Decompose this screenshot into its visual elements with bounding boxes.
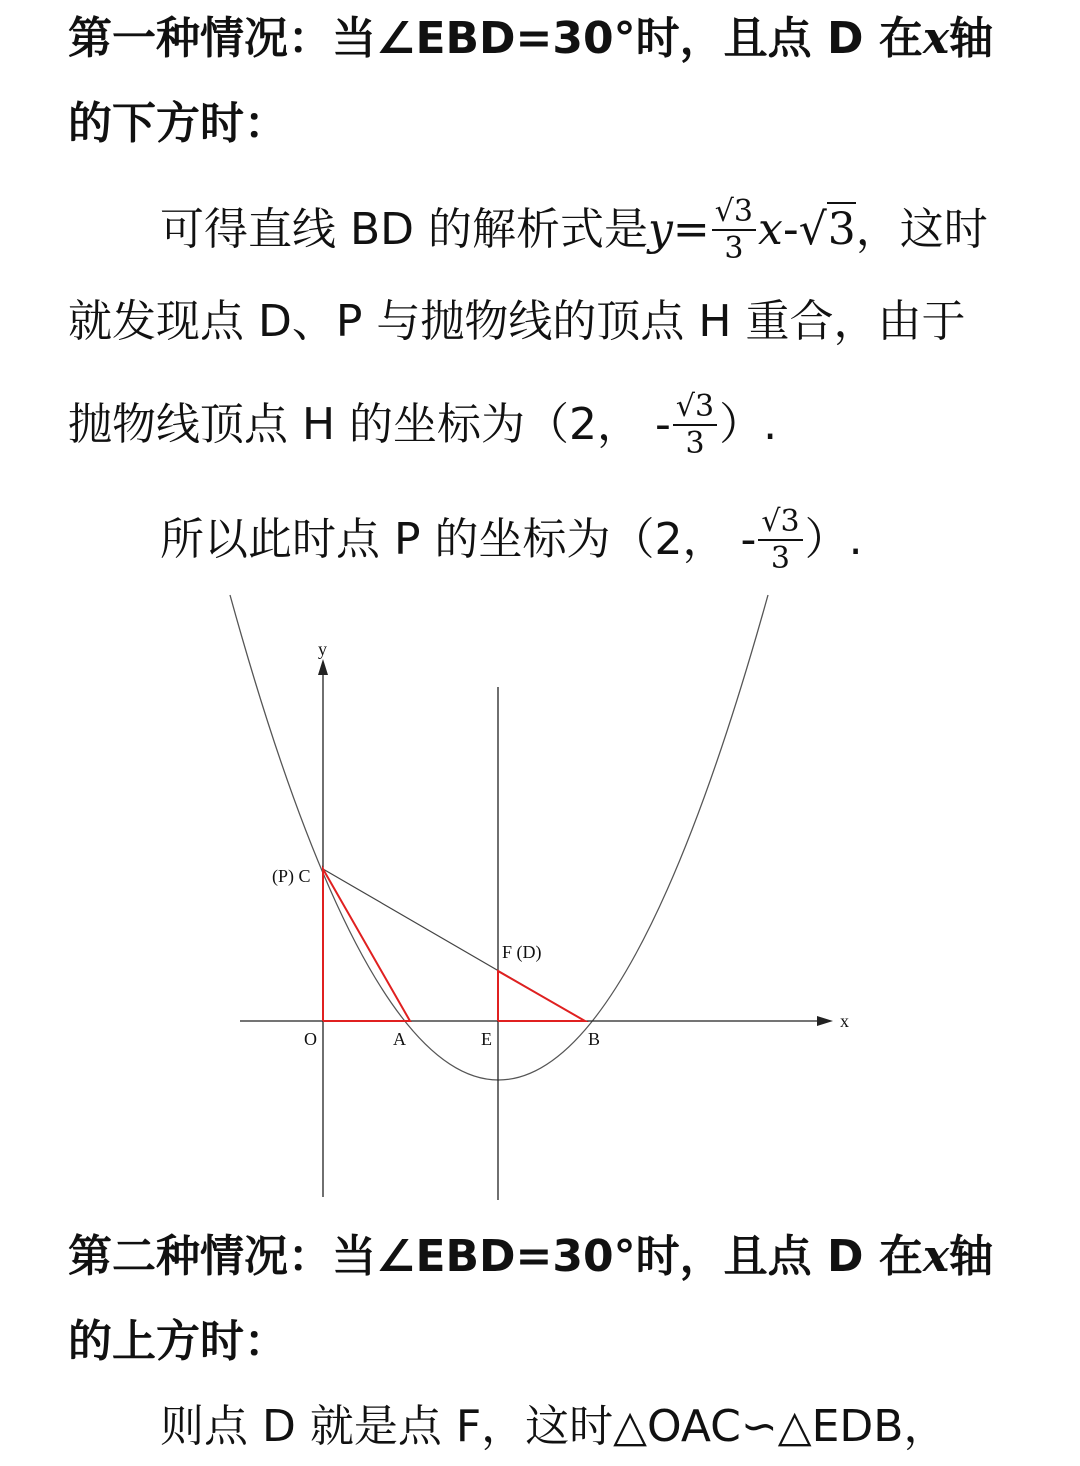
label-c: (P) C	[272, 866, 311, 886]
case1-heading-var: x	[922, 13, 950, 64]
label-o: O	[304, 1029, 317, 1049]
x-axis-label: x	[840, 1011, 849, 1031]
case2-heading	[68, 1231, 994, 1282]
fraction-denominator: 3	[770, 540, 791, 576]
equals-sign: =	[672, 204, 710, 255]
radicand: 3	[827, 204, 856, 255]
para3-prefix: 抛物线顶点 H 的坐标为（2， -	[68, 399, 671, 450]
para4-suffix: ）.	[804, 514, 863, 565]
para4-prefix: 所以此时点 P 的坐标为（2， -	[160, 514, 757, 565]
sqrt-3	[798, 204, 856, 255]
label-a: A	[393, 1029, 406, 1049]
fraction-sqrt3-over-3	[758, 506, 802, 574]
case1-heading	[68, 13, 994, 64]
var-x: x	[757, 204, 783, 255]
case2-para1: 则点 D 就是点 F，这时△OAC∽△EDB，	[160, 1401, 948, 1452]
case1-para4	[160, 500, 863, 580]
var-y: y	[648, 204, 673, 255]
case1-para2: 就发现点 D、P 与抛物线的顶点 H 重合，由于	[68, 296, 966, 347]
case1-heading-text: 第一种情况：当∠EBD=30°时，且点 D 在	[68, 13, 923, 64]
fraction-sqrt3-over-3	[673, 391, 717, 459]
case1-heading-axis: 轴	[949, 13, 994, 64]
radical-sign: √	[798, 204, 827, 255]
label-e: E	[481, 1029, 492, 1049]
case1-para1	[160, 190, 988, 270]
fraction-denominator: 3	[685, 425, 705, 461]
case1-para3	[68, 385, 777, 465]
label-b: B	[588, 1029, 601, 1049]
fraction-sqrt3-over-3	[712, 196, 756, 264]
fraction-denominator: 3	[724, 230, 744, 266]
label-f: F (D)	[502, 942, 542, 962]
x-axis-arrow	[817, 1016, 833, 1026]
fraction-numerator: √3	[673, 391, 717, 426]
triangle-oac	[323, 869, 410, 1021]
case2-heading-cont: 的上方时：	[68, 1316, 288, 1367]
para1-prefix: 可得直线 BD 的解析式是	[160, 204, 649, 255]
para1-suffix: ，这时	[855, 204, 988, 255]
para3-suffix: ）.	[719, 399, 778, 450]
case1-heading-cont: 的下方时：	[68, 98, 288, 149]
minus-sign: -	[782, 204, 799, 255]
triangle-efb	[498, 971, 585, 1021]
case2-heading-text: 第二种情况：当∠EBD=30°时，且点 D 在	[68, 1231, 923, 1282]
case2-heading-var: x	[922, 1231, 950, 1282]
y-axis-label: y	[318, 639, 327, 659]
parabola-figure	[200, 585, 880, 1210]
fraction-numerator: √3	[758, 506, 802, 541]
case2-heading-axis: 轴	[949, 1231, 994, 1282]
fraction-numerator: √3	[712, 196, 756, 231]
y-axis-arrow	[318, 659, 328, 675]
